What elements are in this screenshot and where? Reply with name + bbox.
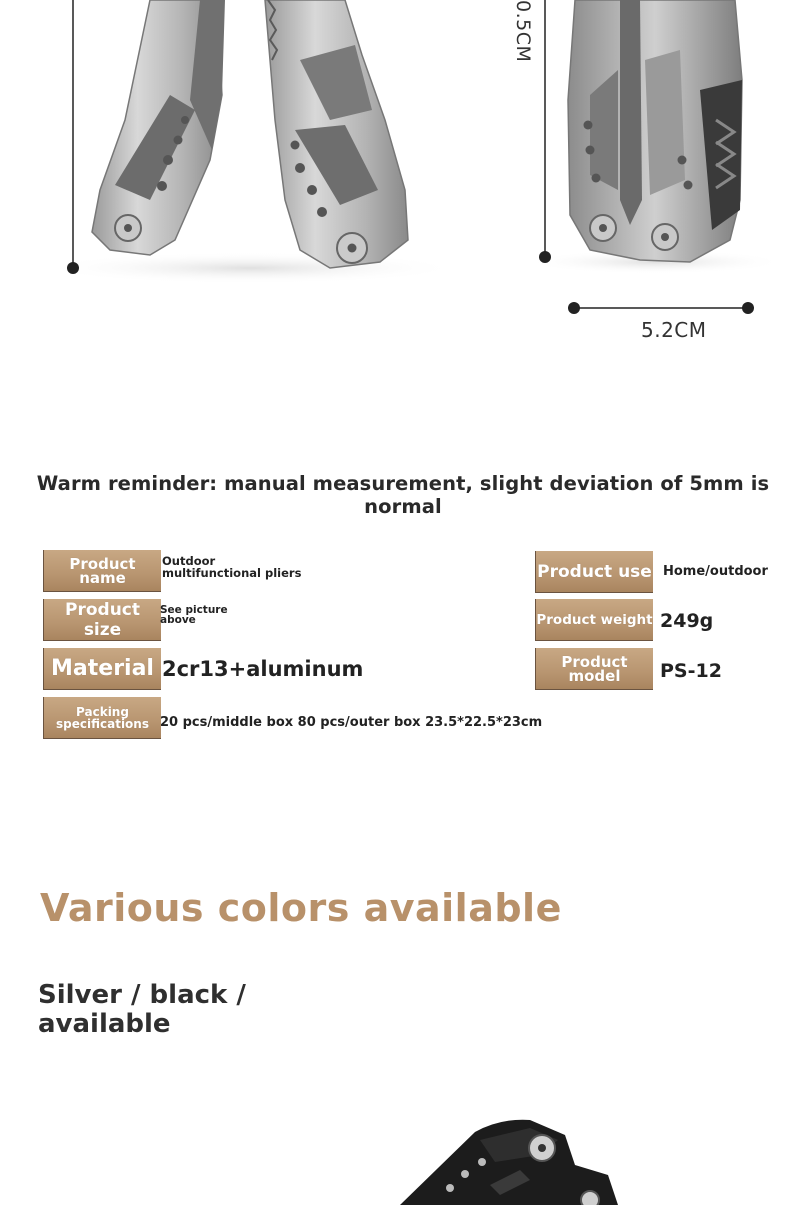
colors-heading: Various colors available <box>40 886 562 930</box>
spec-label-product-name: Product name <box>43 550 161 592</box>
spec-value-material: 2cr13+aluminum <box>162 657 364 681</box>
colors-availability-note: Silver / black / available <box>38 980 246 1039</box>
spec-label-product-model: Product model <box>535 648 653 690</box>
dimension-vertical-label: 0.5CM <box>512 0 534 63</box>
pliers-right-handle <box>265 0 408 268</box>
spec-label-material: Material <box>43 648 161 690</box>
multitool-folded <box>568 0 742 262</box>
product-photo-black <box>380 1110 640 1205</box>
measurement-reminder: Warm reminder: manual measurement, slight deviation of 5mm is normal <box>36 472 770 518</box>
spec-value-product-weight: 249g <box>660 610 714 632</box>
spec-value-product-size: See picture above <box>160 604 228 626</box>
spec-value-packing: 20 pcs/middle box 80 pcs/outer box 23.5*22.5*23cm <box>160 714 543 730</box>
spec-label-product-size: Product size <box>43 599 161 641</box>
spec-value-product-use: Home/outdoor <box>663 563 768 579</box>
multitool-illustration <box>0 0 800 360</box>
spec-label-product-weight: Product weight <box>535 599 653 641</box>
multitool-black-illustration <box>380 1110 640 1205</box>
spec-value-product-model: PS-12 <box>660 660 722 682</box>
pliers-left-handle <box>92 0 225 255</box>
spec-value-product-name: Outdoor multifunctional pliers <box>162 554 302 580</box>
dimension-horizontal-label: 5.2CM <box>641 318 707 342</box>
spec-label-product-use: Product use <box>535 551 653 593</box>
product-photo-top <box>0 0 800 360</box>
spec-label-packing: Packing specifications <box>43 697 161 739</box>
